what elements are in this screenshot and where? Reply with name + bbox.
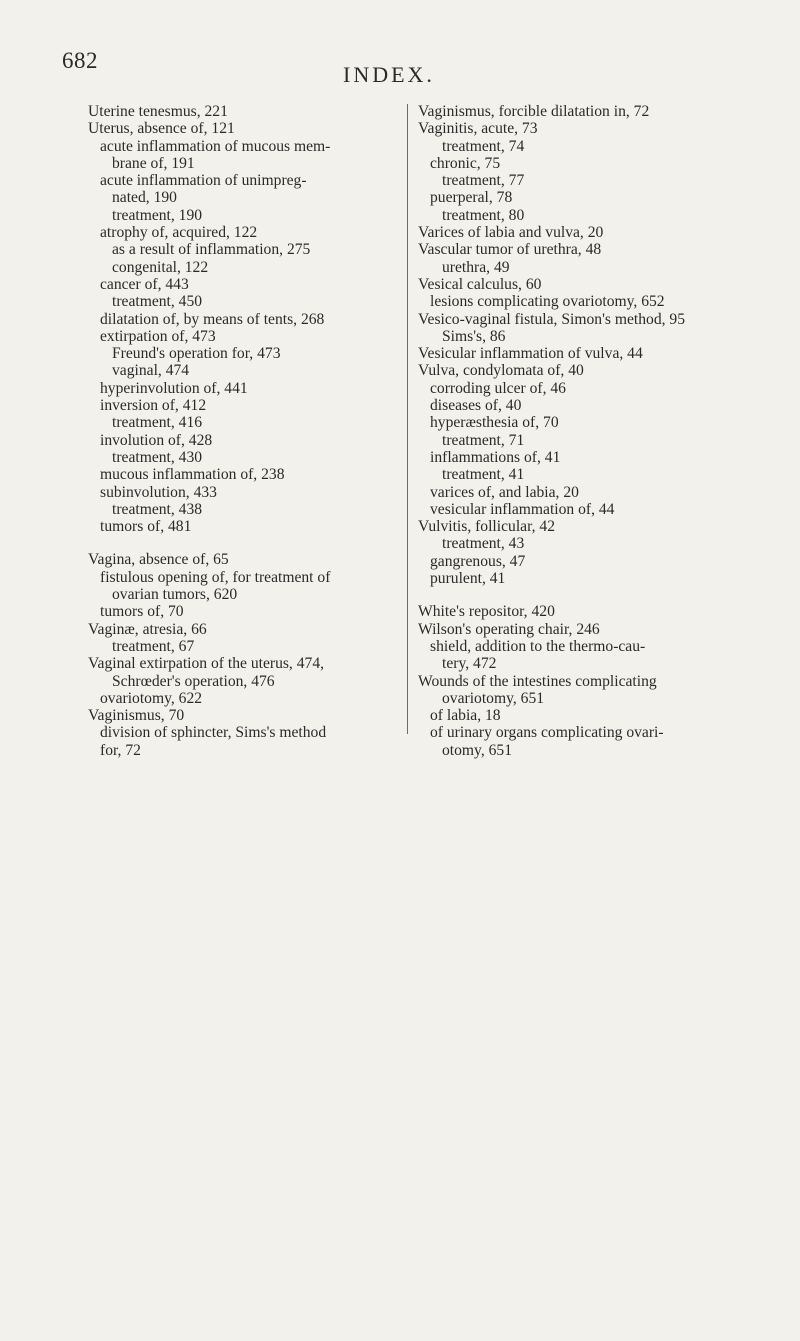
- index-subentry: Sims's, 86: [442, 327, 506, 345]
- index-entry: Vulva, condylomata of, 40: [418, 362, 584, 380]
- index-subentry: nated, 190: [112, 189, 177, 207]
- index-subentry: shield, addition to the thermo-cau-: [430, 637, 646, 655]
- index-subentry: subinvolution, 433: [100, 483, 217, 501]
- index-entry: Vaginitis, acute, 73: [418, 120, 538, 138]
- index-subentry: puerperal, 78: [430, 189, 513, 207]
- index-subentry: of labia, 18: [430, 707, 501, 725]
- index-subentry: acute inflammation of mucous mem-: [100, 137, 331, 155]
- index-subentry: treatment, 77: [442, 172, 525, 190]
- running-head: INDEX.: [343, 62, 435, 87]
- index-subentry: otomy, 651: [442, 741, 513, 759]
- index-entry: Vaginismus, forcible dilatation in, 72: [418, 103, 650, 120]
- index-entry: White's repositor, 420: [418, 603, 555, 621]
- index-subentry: Schrœder's operation, 476: [112, 672, 275, 690]
- index-subentry: vaginal, 474: [112, 362, 190, 380]
- index-entry: Vesical calculus, 60: [418, 275, 542, 293]
- index-subentry: treatment, 74: [442, 137, 525, 155]
- index-subentry: chronic, 75: [430, 154, 501, 172]
- index-subentry: treatment, 67: [112, 637, 195, 655]
- index-subentry: treatment, 416: [112, 414, 203, 432]
- index-subentry: ovariotomy, 651: [442, 689, 545, 707]
- index-subentry: inversion of, 412: [100, 397, 207, 415]
- index-entry: Uterus, absence of, 121: [88, 120, 235, 138]
- index-subentry: diseases of, 40: [430, 397, 522, 415]
- index-subentry: Freund's operation for, 473: [112, 345, 281, 363]
- index-subentry: dilatation of, by means of tents, 268: [100, 310, 325, 328]
- index-subentry: lesions complicating ovariotomy, 652: [430, 293, 665, 311]
- section-gap: [88, 535, 398, 551]
- index-entry: Vaginismus, 70: [88, 707, 185, 725]
- index-entry: Wilson's operating chair, 246: [418, 620, 600, 638]
- index-subentry: for, 72: [100, 741, 141, 759]
- index-subentry: congenital, 122: [112, 258, 209, 276]
- index-subentry: inflammations of, 41: [430, 448, 561, 466]
- index-subentry: fistulous opening of, for treatment of: [100, 568, 331, 586]
- index-subentry: tumors of, 70: [100, 603, 184, 621]
- index-subentry: treatment, 80: [442, 206, 525, 224]
- index-subentry: tery, 472: [442, 655, 497, 673]
- index-subentry: acute inflammation of unimpreg-: [100, 172, 307, 190]
- index-subentry: cancer of, 443: [100, 275, 189, 293]
- index-entry: Varices of labia and vulva, 20: [418, 224, 604, 242]
- index-subentry: purulent, 41: [430, 570, 506, 588]
- index-subentry: hyperæsthesia of, 70: [430, 414, 559, 432]
- index-column-left: [88, 103, 398, 759]
- index-entry: Vascular tumor of urethra, 48: [418, 241, 602, 259]
- index-subentry: tumors of, 481: [100, 518, 192, 536]
- column-divider: [407, 104, 408, 734]
- index-subentry: involution of, 428: [100, 431, 213, 449]
- index-subentry: treatment, 190: [112, 206, 203, 224]
- index-entry: Wounds of the intestines complicating: [418, 672, 657, 690]
- index-entry: Vesicular inflammation of vulva, 44: [418, 345, 643, 363]
- index-subentry: of urinary organs complicating ovari-: [430, 724, 664, 742]
- index-entry: Vulvitis, follicular, 42: [418, 518, 556, 536]
- index-subentry: treatment, 450: [112, 293, 203, 311]
- index-subentry: ovariotomy, 622: [100, 689, 203, 707]
- index-subentry: varices of, and labia, 20: [430, 483, 579, 501]
- index-subentry: treatment, 430: [112, 448, 203, 466]
- index-subentry: extirpation of, 473: [100, 327, 216, 345]
- page-number: 682: [62, 48, 98, 73]
- index-subentry: mucous inflammation of, 238: [100, 466, 285, 484]
- index-subentry: treatment, 438: [112, 500, 203, 518]
- index-subentry: corroding ulcer of, 46: [430, 379, 566, 397]
- index-entry: Vesico-vaginal fistula, Simon's method, 95: [418, 310, 686, 328]
- index-subentry: vesicular inflammation of, 44: [430, 500, 615, 518]
- index-entry: Vagina, absence of, 65: [88, 551, 229, 569]
- index-column-right: [418, 103, 733, 759]
- section-gap: [418, 587, 733, 603]
- index-subentry: atrophy of, acquired, 122: [100, 224, 258, 242]
- index-subentry: treatment, 71: [442, 431, 525, 449]
- index-subentry: hyperinvolution of, 441: [100, 379, 248, 397]
- index-subentry: as a result of inflammation, 275: [112, 241, 311, 259]
- index-subentry: treatment, 41: [442, 466, 525, 484]
- index-subentry: gangrenous, 47: [430, 552, 526, 570]
- index-subentry: ovarian tumors, 620: [112, 586, 238, 604]
- index-entry: Vaginal extirpation of the uterus, 474,: [88, 655, 325, 673]
- index-subentry: urethra, 49: [442, 258, 510, 276]
- index-subentry: division of sphincter, Sims's method: [100, 724, 327, 742]
- index-entry: Vaginæ, atresia, 66: [88, 620, 207, 638]
- index-subentry: brane of, 191: [112, 154, 195, 172]
- index-subentry: treatment, 43: [442, 535, 525, 553]
- index-entry: Uterine tenesmus, 221: [88, 103, 228, 120]
